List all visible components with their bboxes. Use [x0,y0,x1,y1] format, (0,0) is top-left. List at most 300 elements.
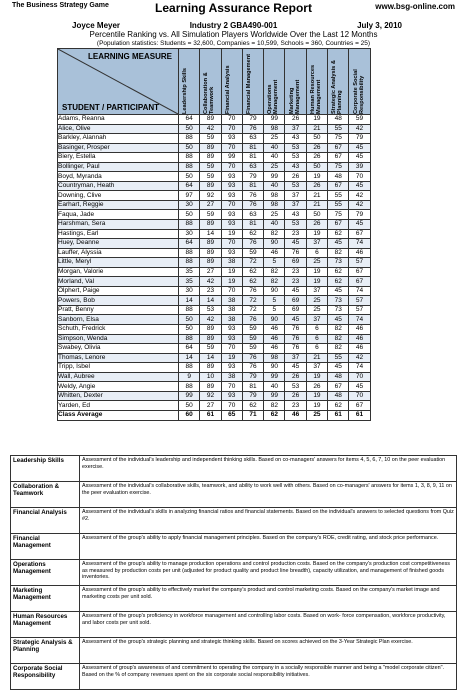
score-cell: 82 [328,325,349,335]
measure-description: Assessment of the group's ability to manage production operations and control production costs. Based on the company's production cost competitiveness as measured by production costs per unit (adjusted for product quality and product line breadth), capacity utilization, and management of finished goods inventories. [80,560,457,586]
score-cell: 10 [200,372,221,382]
table-row [58,344,371,354]
measure-term: Corporate Social Responsibility [11,664,80,690]
score-cell: 93 [221,181,242,191]
score-cell: 93 [221,210,242,220]
score-cell: 82 [264,229,285,239]
score-cell: 25 [306,296,327,306]
description-row [11,664,457,690]
student-name-cell: Barkley, Alannah [58,134,179,144]
score-cell: 98 [264,124,285,134]
score-cell: 70 [221,382,242,392]
score-cell: 70 [349,391,370,401]
score-cell: 82 [264,277,285,287]
score-cell: 79 [242,372,263,382]
score-cell: 89 [200,115,221,125]
score-cell: 38 [221,258,242,268]
score-cell: 25 [306,305,327,315]
score-cell: 69 [285,305,306,315]
score-cell: 38 [221,372,242,382]
score-cell: 40 [264,143,285,153]
score-cell: 76 [242,200,263,210]
score-cell: 70 [221,200,242,210]
score-cell: 59 [200,172,221,182]
score-cell: 67 [328,181,349,191]
score-cell: 19 [306,391,327,401]
score-cell: 99 [264,372,285,382]
score-cell: 70 [221,115,242,125]
measure-term: Financial Management [11,534,80,560]
score-cell: 74 [349,239,370,249]
description-row [11,456,457,482]
table-row [58,315,371,325]
score-cell: 88 [179,382,200,392]
score-cell: 72 [242,305,263,315]
student-name-cell: Tripp, Isbel [58,363,179,373]
score-cell: 98 [264,191,285,201]
table-row [58,181,371,191]
score-cell: 67 [349,401,370,411]
measure-term: Operations Management [11,560,80,586]
score-cell: 27 [200,267,221,277]
score-cell: 62 [242,267,263,277]
score-cell: 59 [242,344,263,354]
score-cell: 19 [221,267,242,277]
score-cell: 63 [242,134,263,144]
score-cell: 88 [179,162,200,172]
score-cell: 23 [200,286,221,296]
website-link[interactable]: www.bsg-online.com [375,2,455,11]
score-cell: 19 [306,115,327,125]
description-row [11,508,457,534]
score-cell: 72 [242,258,263,268]
score-cell: 25 [264,134,285,144]
score-cell: 99 [264,115,285,125]
score-cell: 48 [328,172,349,182]
table-row [58,277,371,287]
score-cell: 5 [264,305,285,315]
score-cell: 37 [285,200,306,210]
score-cell: 89 [200,363,221,373]
score-cell: 59 [200,134,221,144]
score-cell: 62 [328,267,349,277]
score-cell: 69 [285,258,306,268]
score-cell: 88 [179,220,200,230]
student-name-cell: Downing, Clive [58,191,179,201]
score-cell: 62 [242,401,263,411]
score-cell: 27 [200,401,221,411]
score-cell: 38 [221,305,242,315]
score-cell: 50 [179,124,200,134]
score-cell: 23 [285,229,306,239]
measure-description: Assessment of the group's ability to effectively market the company's product and control marketing costs. Based on the company's market image and marketing costs per unit sold. [80,586,457,612]
score-cell: 21 [306,353,327,363]
score-cell: 50 [306,210,327,220]
student-name-cell: Lauffer, Alyssia [58,248,179,258]
table-row [58,258,371,268]
score-cell: 62 [242,277,263,287]
student-name-cell: Sanborn, Elsa [58,315,179,325]
score-cell: 19 [221,277,242,287]
score-cell: 74 [349,363,370,373]
score-cell: 46 [264,344,285,354]
description-row [11,638,457,664]
score-cell: 5 [264,296,285,306]
score-cell: 73 [328,258,349,268]
column-header: Marketing Management [285,49,306,115]
score-cell: 82 [264,267,285,277]
score-cell: 45 [349,153,370,163]
score-cell: 43 [285,134,306,144]
table-row [58,134,371,144]
table-row [58,305,371,315]
score-cell: 42 [349,353,370,363]
score-cell: 90 [264,315,285,325]
score-cell: 81 [242,153,263,163]
score-cell: 81 [242,220,263,230]
score-cell: 93 [221,191,242,201]
score-cell: 37 [285,191,306,201]
score-cell: 55 [328,353,349,363]
score-cell: 21 [306,200,327,210]
score-cell: 19 [306,172,327,182]
table-row [58,153,371,163]
score-cell: 50 [179,210,200,220]
score-cell: 88 [179,334,200,344]
score-cell: 59 [349,115,370,125]
score-cell: 26 [306,143,327,153]
score-cell: 70 [221,344,242,354]
score-cell: 30 [179,286,200,296]
score-cell: 67 [349,267,370,277]
student-name-cell: Swabey, Olivia [58,344,179,354]
score-cell: 93 [221,220,242,230]
score-cell: 43 [285,210,306,220]
score-cell: 25 [264,210,285,220]
score-cell: 50 [306,162,327,172]
table-row [58,334,371,344]
score-cell: 89 [200,220,221,230]
score-cell: 70 [221,286,242,296]
student-name-cell: Powers, Bob [58,296,179,306]
score-cell: 59 [242,325,263,335]
column-header: Collaboration & Teamwork [200,49,221,115]
measure-description: Assessment of the individual's collaborative skills, teamwork, and ability to work well with others. Based on co-managers' answers for items 1, 3, 8, 9, 11 on the peer evaluation exercise. [80,482,457,508]
score-cell: 19 [221,353,242,363]
score-cell: 79 [242,115,263,125]
score-cell: 14 [200,296,221,306]
score-cell: 61 [200,410,221,420]
measure-descriptions [10,455,457,690]
score-cell: 88 [179,248,200,258]
student-name-cell: Wall, Aubree [58,372,179,382]
table-row [58,391,371,401]
score-cell: 79 [349,210,370,220]
score-cell: 26 [306,220,327,230]
score-cell: 73 [328,305,349,315]
score-cell: 57 [349,258,370,268]
score-cell: 35 [179,277,200,287]
table-row [58,286,371,296]
table-row [58,296,371,306]
score-cell: 74 [349,286,370,296]
score-cell: 37 [306,363,327,373]
score-cell: 50 [179,143,200,153]
student-name-cell: Adams, Reanna [58,115,179,125]
table-row [58,267,371,277]
score-cell: 70 [221,401,242,411]
score-cell: 5 [264,258,285,268]
report-subtitle: Percentile Ranking vs. All Simulation Players Worldwide Over the Last 12 Months [89,30,378,39]
score-cell: 76 [242,191,263,201]
score-cell: 82 [328,248,349,258]
score-cell: 93 [221,134,242,144]
table-row [58,363,371,373]
student-name-cell: Faqua, Jade [58,210,179,220]
score-cell: 69 [285,296,306,306]
score-cell: 89 [200,239,221,249]
score-cell: 70 [221,162,242,172]
score-cell: 62 [264,410,285,420]
student-name-cell: Basinger, Prosper [58,143,179,153]
score-cell: 61 [328,410,349,420]
score-cell: 75 [328,162,349,172]
table-row [58,115,371,125]
score-cell: 25 [306,410,327,420]
score-cell: 40 [264,220,285,230]
score-cell: 23 [285,277,306,287]
score-cell: 73 [328,296,349,306]
score-cell: 55 [328,191,349,201]
score-cell: 98 [264,353,285,363]
score-cell: 25 [264,162,285,172]
report-title: Learning Assurance Report [155,1,312,15]
score-cell: 90 [264,363,285,373]
student-name-cell: Simpson, Wenda [58,334,179,344]
student-name-cell: Weldy, Angie [58,382,179,392]
student-name-cell: Morland, Val [58,277,179,287]
score-cell: 59 [242,248,263,258]
table-row [58,239,371,249]
table-row [58,372,371,382]
score-cell: 82 [328,334,349,344]
score-cell: 93 [221,325,242,335]
score-cell: 99 [179,391,200,401]
score-cell: 46 [349,344,370,354]
score-cell: 37 [285,353,306,363]
table-row [58,353,371,363]
student-name-cell: Little, Meryl [58,258,179,268]
score-cell: 93 [221,391,242,401]
score-cell: 30 [179,229,200,239]
measure-term: Marketing Management [11,586,80,612]
score-cell: 98 [264,200,285,210]
score-cell: 50 [306,134,327,144]
score-cell: 76 [242,286,263,296]
score-cell: 62 [328,277,349,287]
score-cell: 88 [179,134,200,144]
score-cell: 23 [285,401,306,411]
score-cell: 93 [221,172,242,182]
score-cell: 14 [179,353,200,363]
score-cell: 9 [179,372,200,382]
score-cell: 92 [200,191,221,201]
student-name-cell: Harshman, Sera [58,220,179,230]
score-cell: 42 [200,315,221,325]
score-cell: 21 [306,124,327,134]
score-cell: 21 [306,191,327,201]
class-average-row [58,410,371,420]
score-cell: 46 [349,334,370,344]
score-cell: 79 [242,391,263,401]
score-cell: 79 [242,172,263,182]
description-row [11,612,457,638]
score-cell: 30 [179,200,200,210]
score-cell: 76 [285,248,306,258]
score-cell: 50 [179,325,200,335]
score-cell: 45 [328,363,349,373]
score-cell: 88 [179,305,200,315]
table-row [58,382,371,392]
score-cell: 50 [179,315,200,325]
score-cell: 45 [349,382,370,392]
score-cell: 19 [306,229,327,239]
industry-label: Industry 2 GBA490-001 [189,21,278,30]
score-cell: 62 [328,401,349,411]
score-cell: 90 [264,286,285,296]
table-row [58,229,371,239]
score-cell: 19 [221,229,242,239]
score-cell: 64 [179,115,200,125]
score-cell: 45 [328,315,349,325]
score-cell: 26 [285,391,306,401]
score-cell: 76 [242,315,263,325]
score-cell: 62 [328,229,349,239]
score-cell: 53 [285,382,306,392]
score-cell: 6 [306,325,327,335]
score-cell: 89 [200,382,221,392]
learning-measure-label: LEARNING MEASURE [87,52,172,61]
table-row [58,210,371,220]
column-header: Financial Management [242,49,263,115]
score-cell: 81 [242,382,263,392]
student-name-cell: Hastings, Earl [58,229,179,239]
score-cell: 37 [306,239,327,249]
student-name-cell: Yarden, Ed [58,401,179,411]
score-cell: 46 [264,325,285,335]
score-cell: 46 [264,334,285,344]
score-cell: 70 [221,124,242,134]
score-cell: 64 [179,239,200,249]
score-cell: 82 [328,344,349,354]
score-cell: 46 [285,410,306,420]
table-row [58,124,371,134]
table-row [58,172,371,182]
score-cell: 26 [285,372,306,382]
score-cell: 89 [200,143,221,153]
score-cell: 99 [264,391,285,401]
score-cell: 82 [264,401,285,411]
score-cell: 70 [349,172,370,182]
column-header: Corporate Social Responsibility [349,49,370,115]
student-name-cell: Thomas, Lenore [58,353,179,363]
score-cell: 65 [221,410,242,420]
score-cell: 90 [264,239,285,249]
score-cell: 93 [221,363,242,373]
score-cell: 25 [306,258,327,268]
score-cell: 76 [242,124,263,134]
score-cell: 48 [328,372,349,382]
score-cell: 61 [349,410,370,420]
score-cell: 19 [306,401,327,411]
table-row [58,401,371,411]
score-cell: 57 [349,305,370,315]
score-cell: 89 [200,258,221,268]
score-cell: 70 [221,239,242,249]
student-name-cell: Alice, Olive [58,124,179,134]
score-cell: 67 [328,382,349,392]
score-cell: 53 [285,181,306,191]
score-cell: 59 [242,334,263,344]
table-row [58,200,371,210]
score-cell: 43 [285,162,306,172]
description-row [11,534,457,560]
score-cell: 45 [349,181,370,191]
score-cell: 67 [328,143,349,153]
score-cell: 14 [200,353,221,363]
student-name-cell: Schuth, Fredrick [58,325,179,335]
score-cell: 89 [200,325,221,335]
column-header: Financial Analysis [221,49,242,115]
score-cell: 99 [264,172,285,182]
score-cell: 45 [285,286,306,296]
score-cell: 89 [200,181,221,191]
score-cell: 89 [200,248,221,258]
score-cell: 40 [264,181,285,191]
score-cell: 48 [328,115,349,125]
score-cell: 93 [221,248,242,258]
score-cell: 67 [328,220,349,230]
score-cell: 70 [349,372,370,382]
measure-description: Assessment of group's awareness of and commitment to operating the company in a socially responsible manner and being a "model corporate citizen". Based on the % of company revenues spent on the six corporate social responsibility initiatives. [80,664,457,690]
score-cell: 55 [328,200,349,210]
score-cell: 45 [328,286,349,296]
score-cell: 27 [200,200,221,210]
score-cell: 40 [264,153,285,163]
score-cell: 93 [221,334,242,344]
score-cell: 45 [349,143,370,153]
score-cell: 75 [328,210,349,220]
score-cell: 59 [200,210,221,220]
score-cell: 64 [179,181,200,191]
measure-description: Assessment of the group's strategic planning and strategic thinking skills. Based on scores achieved on the 3-Year Strategic Plan exercise. [80,638,457,664]
score-cell: 59 [200,344,221,354]
percentile-table [57,48,371,421]
score-cell: 63 [242,162,263,172]
score-cell: 50 [179,401,200,411]
score-cell: 88 [179,153,200,163]
score-cell: 14 [200,229,221,239]
score-cell: 71 [242,410,263,420]
measure-description: Assessment of the group's proficiency in workforce management and controlling labor costs. Based on work- force compensation, workforce productivity, and labor costs per unit sold. [80,612,457,638]
table-row [58,220,371,230]
measure-term: Collaboration & Teamwork [11,482,80,508]
score-cell: 81 [242,181,263,191]
score-cell: 45 [328,239,349,249]
score-cell: 46 [264,248,285,258]
score-cell: 45 [285,239,306,249]
student-name-cell: Huey, Deanne [58,239,179,249]
